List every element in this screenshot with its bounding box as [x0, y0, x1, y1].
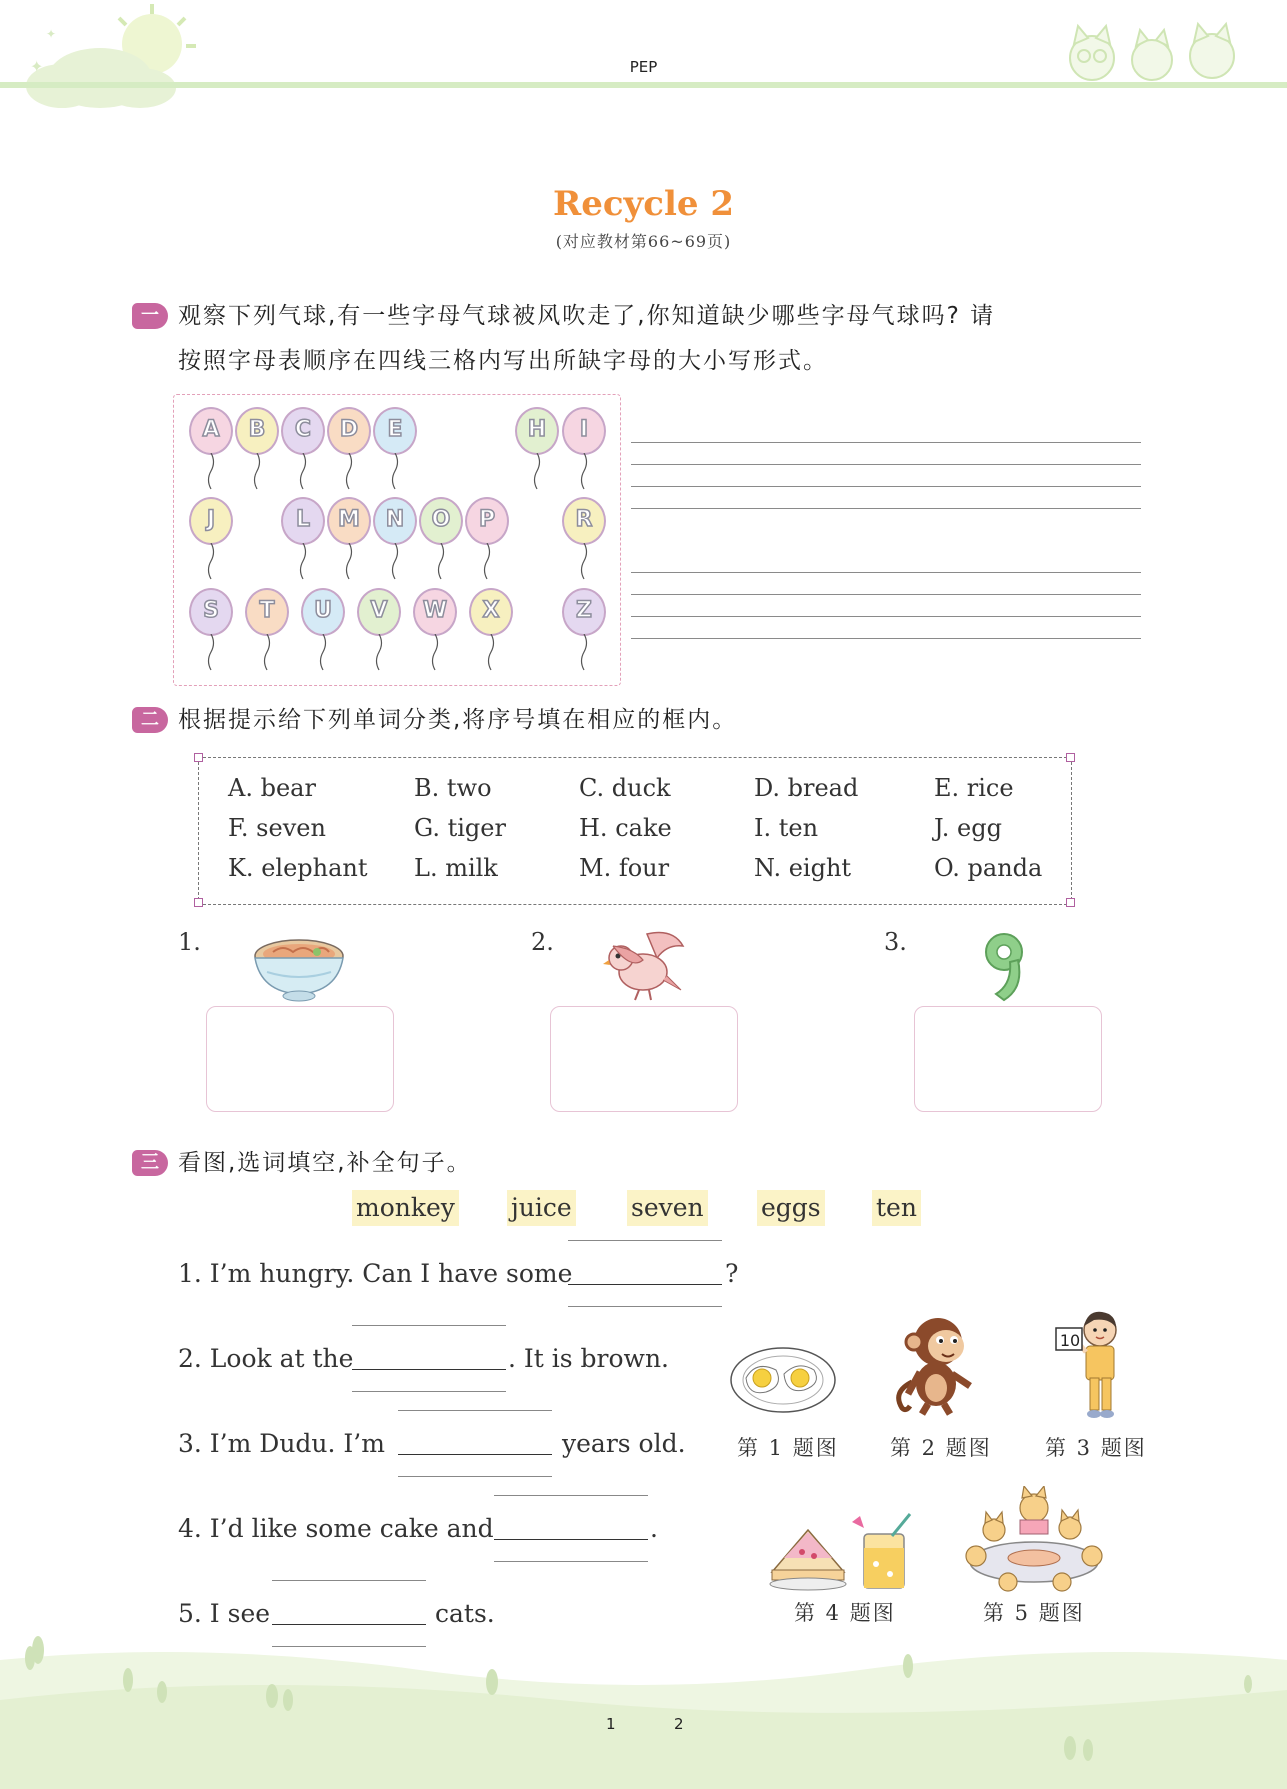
sentence-2-blank[interactable]	[352, 1325, 506, 1391]
word-option: F. seven	[228, 814, 326, 842]
balloon-string	[390, 453, 400, 491]
balloon-string	[482, 543, 492, 581]
word-option: I. ten	[754, 814, 819, 842]
balloon-string	[579, 634, 589, 672]
balloon-s: S	[189, 588, 233, 636]
balloon-r: R	[562, 497, 606, 545]
word-option: H. cake	[579, 814, 672, 842]
balloon-h: H	[515, 407, 559, 455]
monkey-icon	[892, 1312, 982, 1416]
balloon-v: V	[357, 588, 401, 636]
word-bank-monkey: monkey	[352, 1190, 459, 1226]
word-bank-seven: seven	[627, 1190, 708, 1226]
word-option: A. bear	[228, 774, 316, 802]
word-option: C. duck	[579, 774, 671, 802]
green-hills-decoration	[0, 1620, 1287, 1789]
balloon-o: O	[419, 497, 463, 545]
section-2-instruction: 根据提示给下列单词分类,将序号填在相应的框内。	[178, 707, 738, 733]
word-bank-ten: ten	[872, 1190, 921, 1226]
sentence-4-text: 4. I’d like some cake and	[178, 1514, 494, 1543]
box-corner	[1066, 898, 1075, 907]
section-1-instruction-line1: 观察下列气球,有一些字母气球被风吹走了,你知道缺少哪些字母气球吗? 请	[178, 303, 996, 329]
balloon-j: J	[189, 497, 233, 545]
word-option: J. egg	[934, 814, 1002, 842]
balloon-p: P	[465, 497, 509, 545]
balloon-m: M	[327, 497, 371, 545]
section-1-instruction-line2: 按照字母表顺序在四线三格内写出所缺字母的大小写形式。	[178, 348, 828, 374]
balloon-string	[344, 453, 354, 491]
fried-eggs-icon	[728, 1344, 838, 1416]
picture-2-caption: 第 2 题图	[890, 1436, 992, 1460]
sentence-4-blank[interactable]	[494, 1495, 648, 1561]
balloon-string	[206, 634, 216, 672]
page-title: Recycle 2	[552, 184, 735, 224]
category-1-answer-box[interactable]	[206, 1006, 394, 1112]
writing-line	[631, 464, 1141, 465]
balloon-d: D	[327, 407, 371, 455]
sentence-1-blank[interactable]	[568, 1240, 722, 1306]
word-option: N. eight	[754, 854, 852, 882]
category-number: 1.	[178, 928, 201, 956]
category-number: 2.	[531, 928, 554, 956]
balloon-string	[436, 543, 446, 581]
series-label: PEP	[629, 58, 658, 76]
balloon-string	[486, 634, 496, 672]
writing-line	[631, 486, 1141, 487]
box-corner	[1066, 753, 1075, 762]
section-1-badge: 一	[132, 303, 168, 329]
word-option: E. rice	[934, 774, 1014, 802]
balloon-string	[532, 453, 542, 491]
bird-icon	[603, 928, 687, 1002]
word-option: M. four	[579, 854, 670, 882]
sentence-5-text: 5. I see	[178, 1599, 271, 1628]
sentence-4-end: .	[650, 1514, 658, 1543]
svg-text:✦: ✦	[46, 27, 57, 41]
balloon-string	[206, 453, 216, 491]
cats-at-table-icon	[958, 1486, 1104, 1592]
section-3-instruction: 看图,选词填空,补全句子。	[178, 1150, 472, 1176]
balloon-i: I	[562, 407, 606, 455]
balloon-x: X	[469, 588, 513, 636]
sentence-2-end: . It is brown.	[508, 1344, 669, 1373]
balloon-string	[298, 453, 308, 491]
sentence-3-text: 3. I’m Dudu. I’m	[178, 1429, 385, 1458]
picture-1-caption: 第 1 题图	[737, 1436, 839, 1460]
page-number-left: 1	[606, 1715, 616, 1733]
balloon-t: T	[245, 588, 289, 636]
word-option: D. bread	[754, 774, 859, 802]
balloon-w: W	[413, 588, 457, 636]
word-bank-eggs: eggs	[757, 1190, 825, 1226]
word-bank-juice: juice	[507, 1190, 576, 1226]
page-subtitle: (对应教材第66~69页)	[555, 232, 732, 251]
sentence-1-end: ?	[725, 1259, 739, 1288]
balloon-l: L	[281, 497, 325, 545]
writing-line	[631, 442, 1141, 443]
writing-line	[631, 572, 1141, 573]
box-corner	[194, 753, 203, 762]
picture-5-caption: 第 5 题图	[983, 1601, 1085, 1625]
balloon-string	[206, 543, 216, 581]
cake-and-juice-icon	[768, 1512, 918, 1592]
balloon-a: A	[189, 407, 233, 455]
balloon-z: Z	[562, 588, 606, 636]
picture-4-caption: 第 4 题图	[794, 1601, 896, 1625]
section-2-badge: 二	[132, 707, 168, 733]
sentence-3-end: years old.	[562, 1429, 686, 1458]
boy-with-number-sign-icon	[1054, 1308, 1126, 1424]
sentence-3-blank[interactable]	[398, 1410, 552, 1476]
balloon-string	[390, 543, 400, 581]
balloon-string	[318, 634, 328, 672]
sentence-5-end: cats.	[435, 1599, 495, 1628]
balloon-string	[579, 543, 589, 581]
word-option: B. two	[414, 774, 492, 802]
balloon-c: C	[281, 407, 325, 455]
balloon-string	[262, 634, 272, 672]
writing-line	[631, 616, 1141, 617]
balloon-string	[430, 634, 440, 672]
category-number: 3.	[884, 928, 907, 956]
balloon-b: B	[235, 407, 279, 455]
word-option: K. elephant	[228, 854, 368, 882]
balloon-e: E	[373, 407, 417, 455]
word-option: O. panda	[934, 854, 1043, 882]
picture-3-caption: 第 3 题图	[1045, 1436, 1147, 1460]
writing-line	[631, 508, 1141, 509]
sign-number: 10	[1059, 1331, 1081, 1350]
balloon-string	[374, 634, 384, 672]
balloon-string	[298, 543, 308, 581]
balloon-string	[344, 543, 354, 581]
box-corner	[194, 898, 203, 907]
sentence-2-text: 2. Look at the	[178, 1344, 354, 1373]
writing-line	[631, 638, 1141, 639]
word-option: G. tiger	[414, 814, 506, 842]
noodle-bowl-icon	[253, 934, 345, 1002]
sentence-1-text: 1. I’m hungry. Can I have some	[178, 1259, 573, 1288]
section-3-badge: 三	[132, 1150, 168, 1176]
number-nine-icon	[982, 930, 1030, 1004]
balloon-string	[252, 453, 262, 491]
category-3-answer-box[interactable]	[914, 1006, 1102, 1112]
writing-line	[631, 594, 1141, 595]
balloon-n: N	[373, 497, 417, 545]
balloon-string	[579, 453, 589, 491]
category-2-answer-box[interactable]	[550, 1006, 738, 1112]
svg-text:✦: ✦	[30, 57, 44, 76]
cat-faces-decoration	[1060, 20, 1260, 84]
word-option: L. milk	[414, 854, 498, 882]
balloon-u: U	[301, 588, 345, 636]
page-number-right: 2	[674, 1715, 684, 1733]
